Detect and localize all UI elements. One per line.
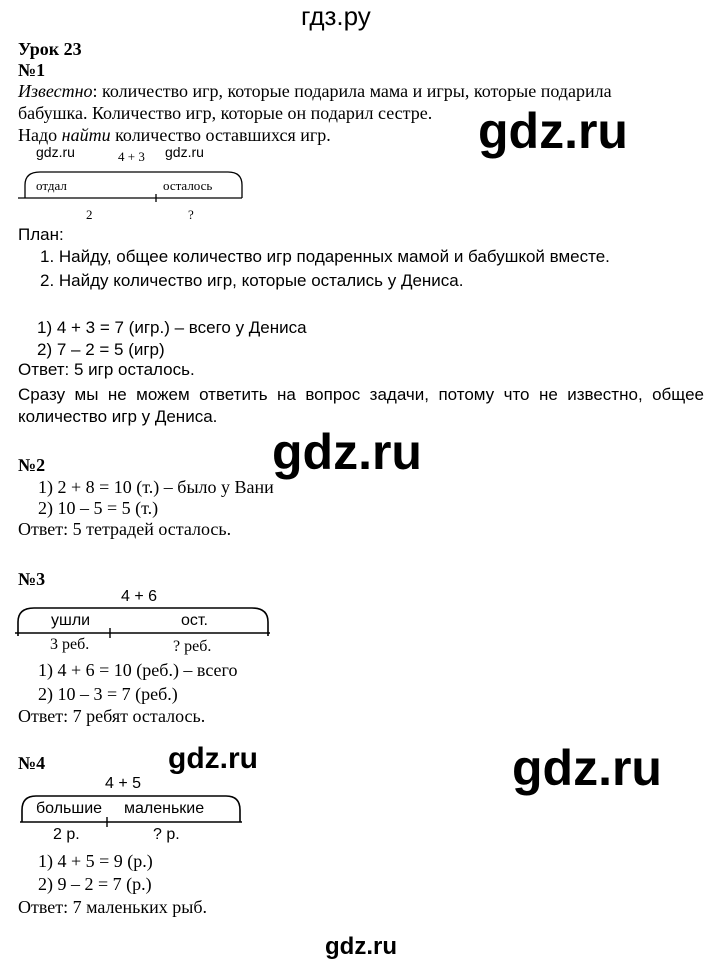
task-1-plan-item-1: 1. Найду, общее количество игр подаренных мамой и бабушкой вместе.: [40, 247, 610, 266]
task-1-plan-label: План:: [18, 225, 64, 244]
task-1-known-line-2: бабушка. Количество игр, которые он подарил сестре.: [18, 103, 433, 123]
diagram-1-top-label: 4 + 3: [118, 149, 145, 164]
diagram-3-bottom-right-label: ? реб.: [173, 638, 212, 655]
task-1-plan-item-2: 2. Найду количество игр, которые остались у Дениса.: [40, 271, 464, 290]
task-1-step-1: 1) 4 + 3 = 7 (игр.) – всего у Дениса: [37, 318, 307, 337]
diagram-3-bottom-left-label: 3 реб.: [50, 636, 90, 653]
task-3-number: №3: [18, 569, 46, 589]
watermark-gdz-footer: gdz.ru: [325, 933, 397, 960]
diagram-1-right-label: осталось: [163, 178, 213, 193]
watermark-gdz-small-1: gdz.ru: [36, 144, 75, 160]
diagram-4-top-label: 4 + 5: [105, 775, 142, 792]
task-2-number: №2: [18, 455, 46, 475]
diagram-4-right-label: маленькие: [124, 800, 205, 817]
task-1-known-label: Известно: [18, 81, 93, 101]
task-4-answer: Ответ: 7 маленьких рыб.: [18, 897, 207, 917]
task-1-step-2: 2) 7 – 2 = 5 (игр): [37, 340, 165, 359]
task-1-answer: Ответ: 5 игр осталось.: [18, 360, 195, 379]
task-1-note-line-2: количество игр у Дениса.: [18, 407, 218, 426]
task-3-step-2: 2) 10 – 3 = 7 (реб.): [38, 684, 178, 704]
task-4-number: №4: [18, 753, 46, 773]
diagram-4-bottom-left-label: 2 р.: [53, 826, 80, 843]
diagram-4-left-label: большие: [36, 800, 103, 817]
diagram-1-left-label: отдал: [36, 178, 67, 193]
diagram-4-bottom-right-label: ? р.: [153, 826, 180, 843]
task-3-step-1: 1) 4 + 6 = 10 (реб.) – всего: [38, 660, 238, 680]
watermark-gdz-3: gdz.ru: [168, 742, 258, 775]
task-1-find-suffix: количество оставшихся игр.: [110, 125, 331, 145]
task-1-find-prefix: Надо: [18, 125, 62, 145]
diagram-1-bottom-left-label: 2: [86, 207, 93, 222]
watermark-gdz-small-2: gdz.ru: [165, 144, 204, 160]
watermark-gdz-2: gdz.ru: [272, 424, 422, 480]
watermark-gdz-1: gdz.ru: [478, 103, 628, 159]
task-1-known-text: : количество игр, которые подарила мама и игры, которые подарила: [92, 81, 612, 101]
lesson-title: Урок 23: [18, 39, 82, 59]
site-header: гдз.ру: [301, 1, 371, 31]
diagram-3-left-label: ушли: [51, 612, 91, 629]
task-1-note-line-1: Сразу мы не можем ответить на вопрос задачи, потому что не известно, общее: [18, 385, 704, 404]
task-1-find-italic: найти: [61, 125, 111, 145]
task-3-answer: Ответ: 7 ребят осталось.: [18, 706, 206, 726]
task-1-number: №1: [18, 60, 46, 80]
diagram-1-bottom-right-label: ?: [188, 207, 194, 222]
task-4-step-1: 1) 4 + 5 = 9 (р.): [38, 851, 153, 871]
diagram-3-top-label: 4 + 6: [121, 588, 158, 605]
task-2-step-2: 2) 10 – 5 = 5 (т.): [38, 498, 159, 518]
task-2-step-1: 1) 2 + 8 = 10 (т.) – было у Вани: [38, 477, 274, 497]
task-2-answer: Ответ: 5 тетрадей осталось.: [18, 519, 232, 539]
task-4-step-2: 2) 9 – 2 = 7 (р.): [38, 874, 152, 894]
diagram-3-right-label: ост.: [181, 612, 208, 629]
watermark-gdz-4: gdz.ru: [512, 740, 662, 796]
